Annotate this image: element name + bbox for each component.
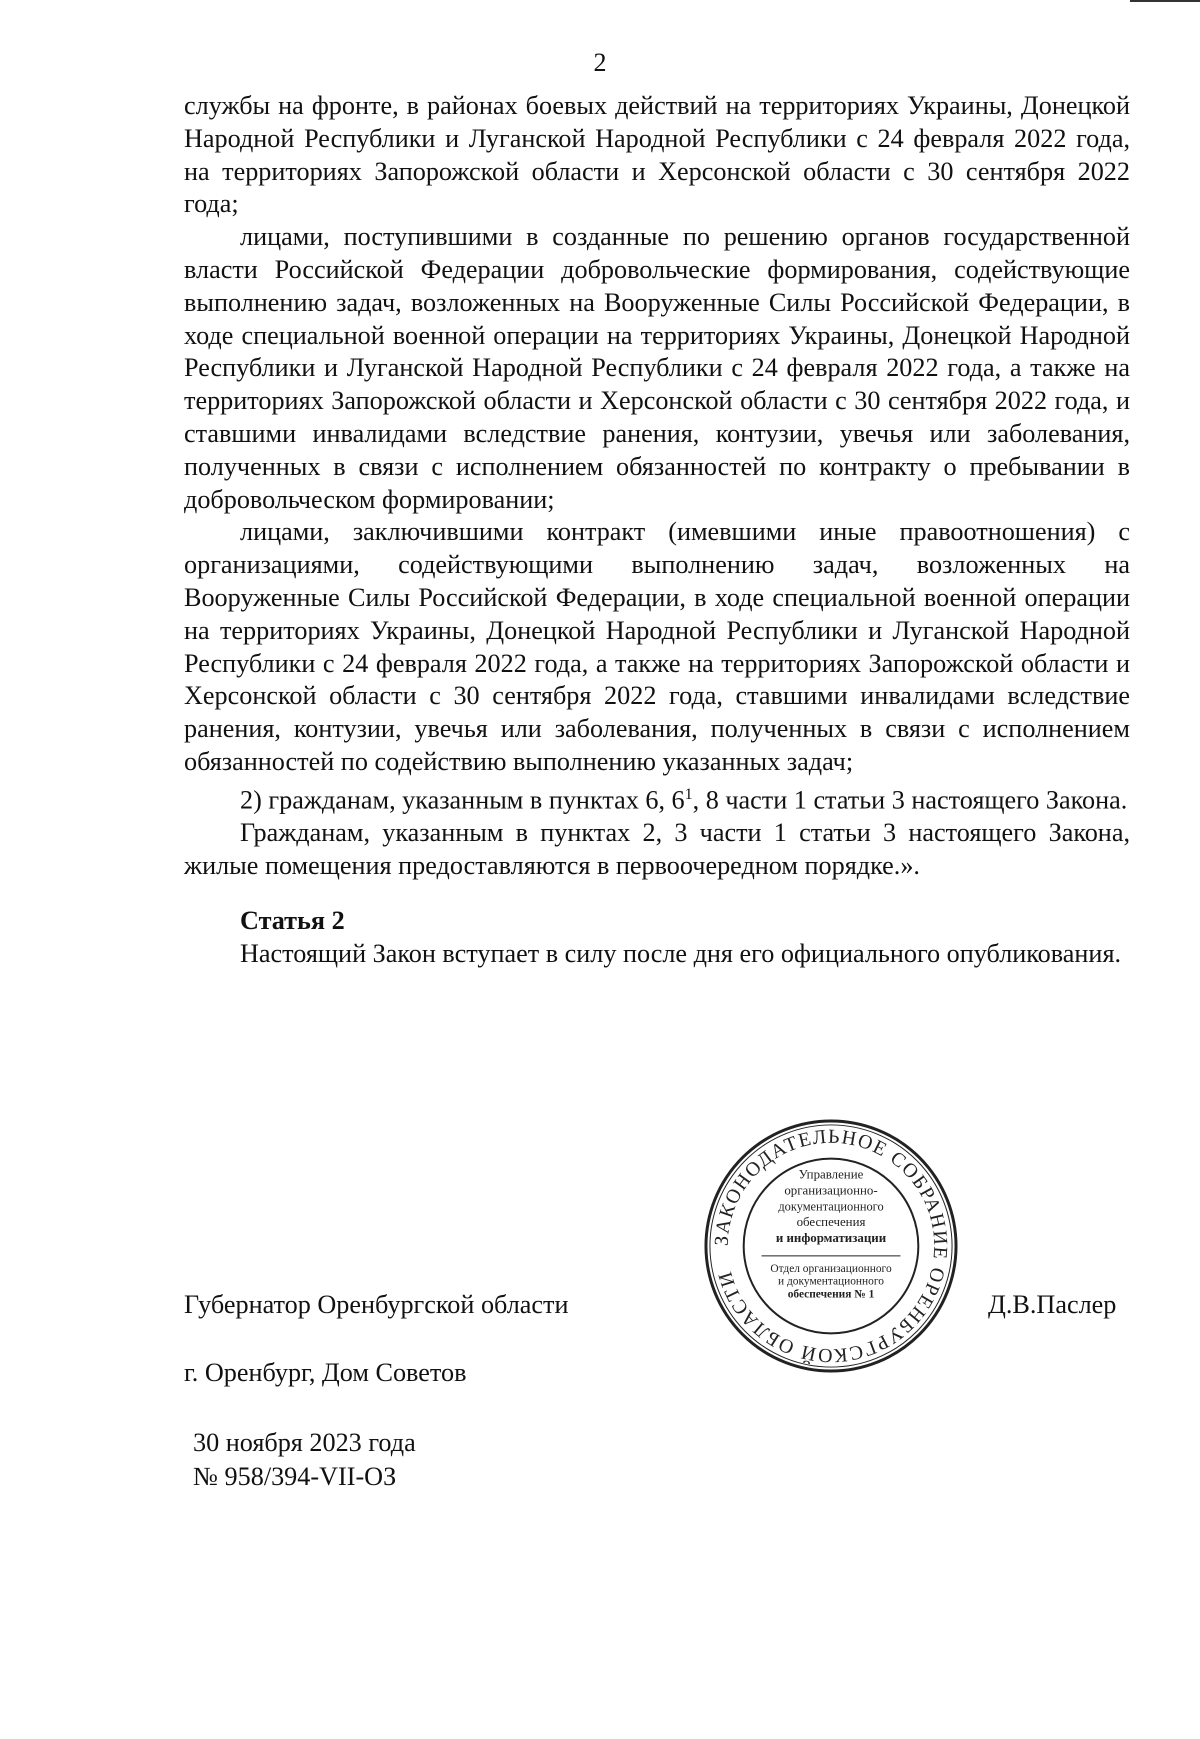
page-number: 2 [593, 48, 607, 77]
seal-inner-line-4: обеспечения [796, 1215, 866, 1230]
seal-dept-line-3: обеспечения № 1 [787, 1288, 875, 1301]
official-seal [702, 1117, 960, 1375]
law-date: 30 ноября 2023 года [193, 1428, 416, 1457]
document-body [184, 90, 1130, 970]
law-number: № 958/394-VII-ОЗ [193, 1462, 397, 1491]
governor-title: Губернатор Оренбургской области [184, 1290, 569, 1319]
paragraph-contractors: лицами, заключившими контракт (имевшими иные правоотношения) с организациями, содействующими выполнению задач, возложенных на Вооруженные Силы Российской Федерации, в ходе специальной военной операции на территориях Украины, Донецкой Народной Республики и Луганской Народной Республики с 24 февраля 2022 года, а также на территориях Запорожской области и Херсонской области с 30 сентября 2022 года, ставшими инвалидами вследствие ранения, контузии, увечья или заболевания, полученных в связи с исполнением обязанностей по содействию выполнению указанных задач; [184, 517, 1130, 776]
paragraph-volunteers: лицами, поступившими в созданные по решению органов государственной власти Российской Федерации добровольческие формирования, содействующие выполнению задач, возложенных на Вооруженные Силы Российской Федерации, в ходе специальной военной операции на территориях Украины, Донецкой Народной Республики и Луганской Народной Республики с 24 февраля 2022 года, а также на территориях Запорожской области и Херсонской области с 30 сентября 2022 года, и ставшими инвалидами вследствие ранения, контузии, увечья или заболевания, полученных в связи с исполнением обязанностей по контракту о пребывании в добровольческом формировании; [184, 222, 1130, 514]
corner-mark [1130, 0, 1200, 2]
seal-ring-text: ЗАКОНОДАТЕЛЬНОЕ СОБРАНИЕ ОРЕНБУРГСКОЙ ОБЛАСТИ [710, 1125, 952, 1367]
paragraph-item-2 [184, 779, 1130, 818]
governor-name: Д.В.Паслер [988, 1290, 1117, 1319]
article-2-heading: Статья 2 [240, 905, 345, 935]
signing-place: г. Оренбург, Дом Советов [184, 1358, 467, 1387]
paragraph-priority: Гражданам, указанным в пунктах 2, 3 части 1 статьи 3 настоящего Закона, жилые помещения предоставляются в первоочередном порядке.». [184, 818, 1130, 881]
article-2-text: Настоящий Закон вступает в силу после дня его официального опубликования. [240, 938, 1122, 968]
seal-inner-line-5: и информатизации [775, 1231, 887, 1246]
seal-inner-line-3: документационного [778, 1199, 884, 1214]
seal-dept-line-2: и документационного [778, 1275, 884, 1288]
seal-inner-line-2: организационно- [784, 1183, 878, 1198]
seal-inner-line-1: Управление [798, 1167, 864, 1182]
paragraph-service: службы на фронте, в районах боевых действий на территориях Украины, Донецкой Народной Республики и Луганской Народной Республики с 24 февраля 2022 года, на территориях Запорожской области и Херсонской области с 30 сентября 2022 года; [184, 91, 1130, 219]
item2-text-after: , 8 части 1 статьи 3 настоящего Закона. [692, 785, 1128, 815]
item2-superscript: 1 [684, 785, 693, 803]
item2-text-before: 2) гражданам, указанным в пунктах 6, 6 [240, 785, 685, 815]
seal-dept-line-1: Отдел организационного [770, 1262, 892, 1275]
